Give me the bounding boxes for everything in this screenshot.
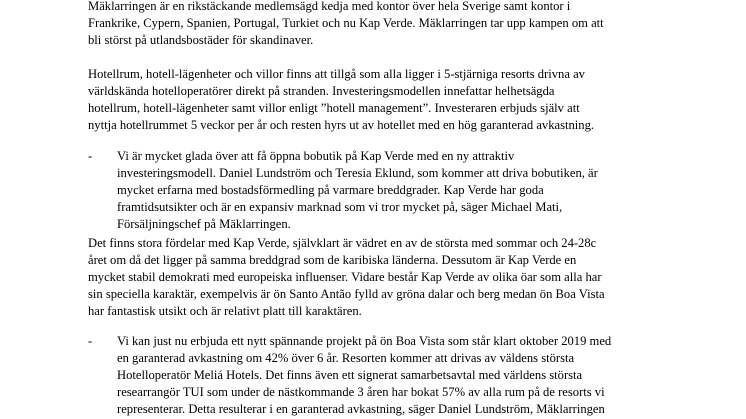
text-line: Hotellrum, hotell-lägenheter och villor finns att tillgå som alla ligger i 5-stjärniga resorts drivna av <box>88 67 585 81</box>
text-line: har fantastisk utsikt och är relativt platt till karaktären. <box>88 304 362 318</box>
text-line: världskända hotelloperatörer direkt på stranden. Investeringsmodellen innefattar helhetsägda <box>88 84 555 98</box>
text-line: Frankrike, Cypern, Spanien, Portugal, Turkiet och nu Kap Verde. Mäklarringen tar upp kampen om att <box>88 16 604 30</box>
quote-paragraph-michael-mati <box>117 148 598 233</box>
text-line: framtidsutsikter och är en expansiv marknad som vi tror mycket på, säger Michael Mati, <box>117 200 563 214</box>
text-line: mycket erfarna med bostadsförmedling på varmare breddgrader. Kap Verde har goda <box>117 183 544 197</box>
text-line: Det finns stora fördelar med Kap Verde, självklart är vädret en av de största med sommar och 24-28c <box>88 236 597 250</box>
quote-paragraph-daniel-lundstrom <box>117 333 611 418</box>
investment-model-paragraph <box>88 66 594 134</box>
text-line: Mäklarringen är en rikstäckande medlemsägd kedja med kontor över hela Sverige samt kontor i <box>88 0 571 13</box>
text-line: researrangör TUI som under de nästkommande 3 åren har bokat 57% av alla rum på de resorts vi <box>117 385 605 399</box>
bullet-dash: - <box>88 334 93 348</box>
text-line: nyttja hotellrummet 5 veckor per år och resten hyrs ut av hotellet med en hög garanterad avkastning. <box>88 118 595 132</box>
bullet-dash: - <box>88 149 93 163</box>
text-line: Hotelloperatör Meliá Hotels. Det finns även ett signerat samarbetsavtal med världens största <box>117 368 583 382</box>
text-line: representerar. Detta resulterar i en garanterad avkastning, säger Daniel Lundström, Mäklarringen <box>117 402 605 416</box>
intro-paragraph <box>88 0 604 49</box>
text-line: Försäljningschef på Mäklarringen. <box>117 217 291 231</box>
text-line: Vi kan just nu erbjuda ett nytt spännande projekt på ön Boa Vista som står klart oktober 2019 med <box>117 334 612 348</box>
text-line: hotellrum, hotell-lägenheter samt villor enligt ”hotell management”. Investeraren erbjuds själv att <box>88 101 580 115</box>
text-line: mycket stabil demokrati med europeiska influenser. Vidare består Kap Verde av olika öar som alla har <box>88 270 602 284</box>
text-line: en garanterad avkastning om 42% över 6 år. Resorten kommer att drivas av väldens största <box>117 351 575 365</box>
text-line: Vi är mycket glada över att få öppna bobutik på Kap Verde med en ny attraktiv <box>117 149 515 163</box>
text-line: sin speciella karaktär, exempelvis är ön Santo Antão fylld av gröna dalar och berg medan ön Boa Vista <box>88 287 605 301</box>
text-line: året om då det ligger på samma breddgrad som de karibiska länderna. Dessutom är Kap Verde en <box>88 253 577 267</box>
kap-verde-advantages-paragraph <box>88 235 605 320</box>
text-line: investeringsmodell. Daniel Lundström och Teresia Eklund, som kommer att driva bobutiken, är <box>117 166 598 180</box>
text-line: bli störst på utlandsbostäder för skandinaver. <box>88 33 314 47</box>
